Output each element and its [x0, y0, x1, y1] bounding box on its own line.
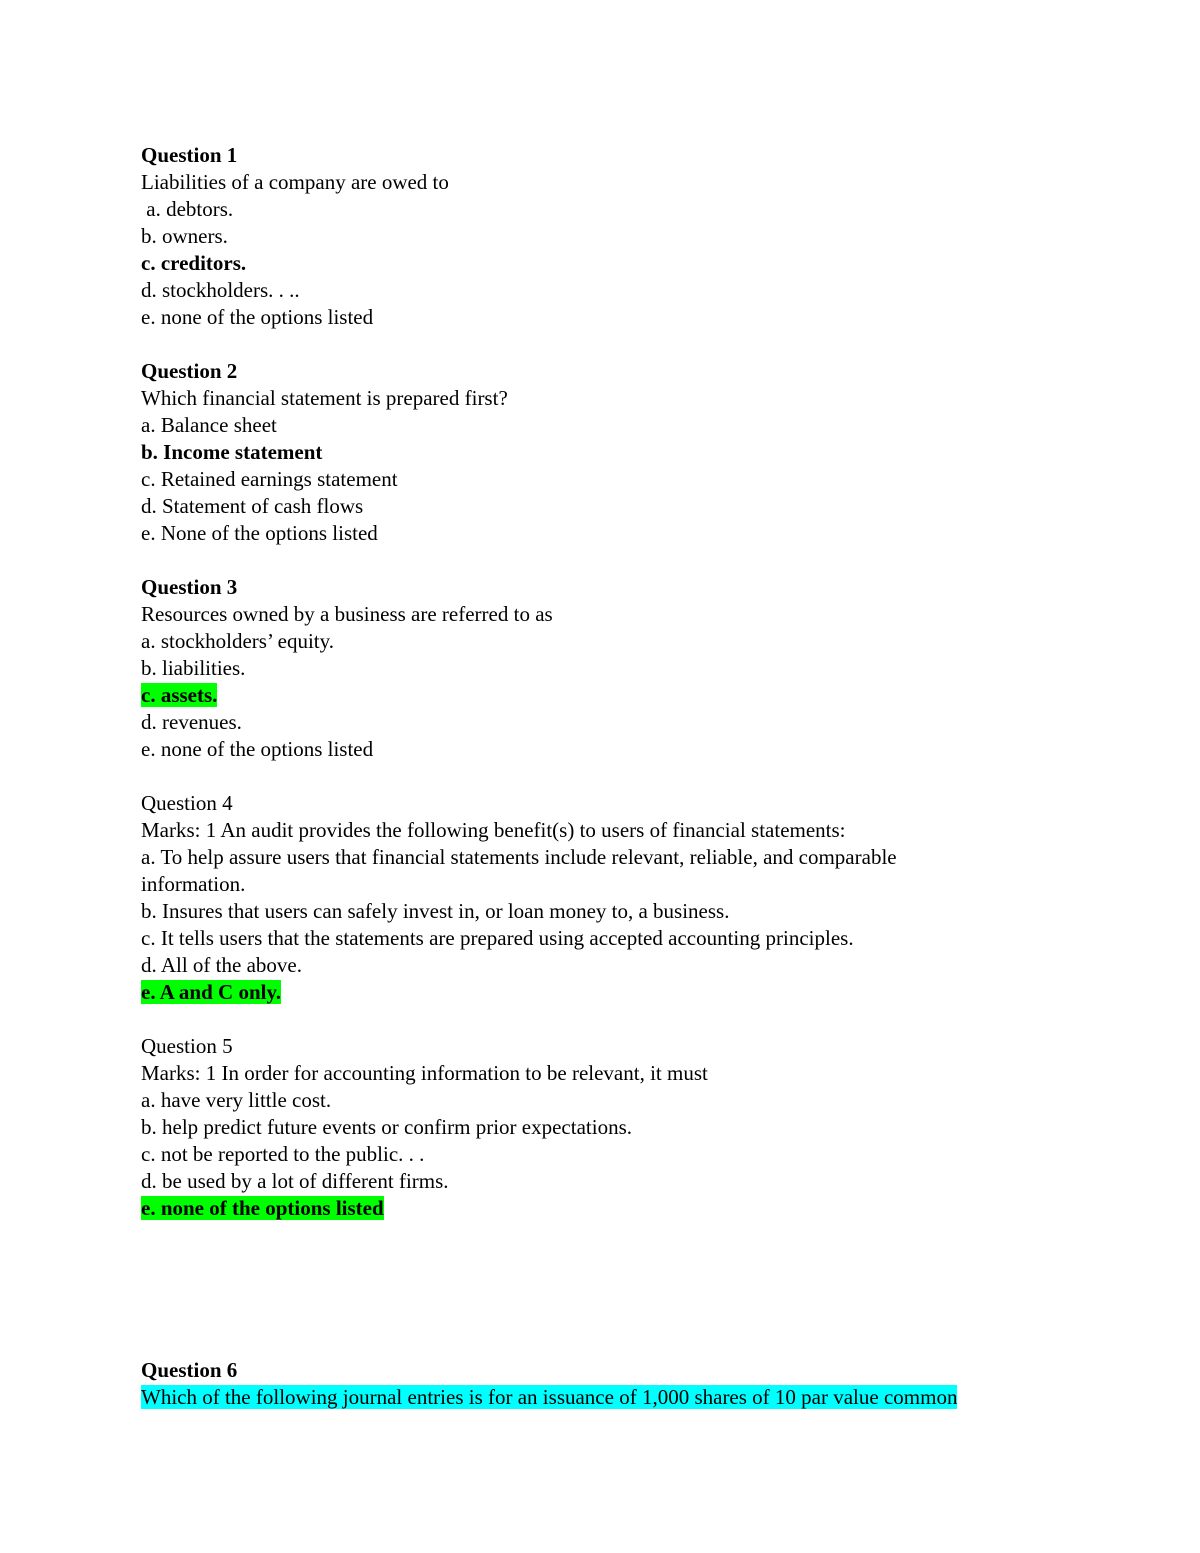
option-c-answer-highlighted: c. assets.: [141, 683, 218, 707]
option-a: a. To help assure users that financial statements include relevant, reliable, and comparable information.: [141, 845, 902, 896]
option-a: a. have very little cost.: [141, 1088, 332, 1112]
question-title: Question 4: [141, 791, 233, 815]
question-2: [141, 358, 1081, 547]
spacer: [141, 1222, 1081, 1357]
option-a: a. stockholders’ equity.: [141, 629, 335, 653]
spacer: [141, 547, 1081, 574]
question-title: Question 2: [141, 359, 238, 383]
option-e: e. none of the options listed: [141, 737, 374, 761]
option-b: b. owners.: [141, 224, 228, 248]
question-title: Question 5: [141, 1034, 233, 1058]
spacer: [141, 763, 1081, 790]
option-d: d. All of the above.: [141, 953, 302, 977]
option-a: a. debtors.: [141, 197, 234, 221]
option-b: b. liabilities.: [141, 656, 246, 680]
option-e-answer-highlighted: e. A and C only.: [141, 980, 282, 1004]
option-d: d. be used by a lot of different firms.: [141, 1169, 449, 1193]
question-prompt-highlighted: Which of the following journal entries is for an issuance of 1,000 shares of 10 par value common: [141, 1385, 958, 1409]
question-prompt: Liabilities of a company are owed to: [141, 170, 449, 194]
option-c: c. It tells users that the statements are prepared using accepted accounting principles.: [141, 926, 854, 950]
question-3: [141, 574, 1081, 763]
option-e: e. None of the options listed: [141, 521, 378, 545]
question-title: Question 3: [141, 575, 238, 599]
spacer: [141, 1006, 1081, 1033]
document-page: [141, 142, 1081, 1411]
question-5: [141, 1033, 1081, 1222]
option-d: d. Statement of cash flows: [141, 494, 364, 518]
option-b-answer: b. Income statement: [141, 440, 323, 464]
option-c: c. not be reported to the public. . .: [141, 1142, 425, 1166]
question-6: [141, 1357, 1081, 1411]
option-b: b. Insures that users can safely invest in, or loan money to, a business.: [141, 899, 730, 923]
question-prompt: Resources owned by a business are referred to as: [141, 602, 553, 626]
option-e-answer-highlighted: e. none of the options listed: [141, 1196, 384, 1220]
option-b: b. help predict future events or confirm prior expectations.: [141, 1115, 632, 1139]
spacer: [141, 331, 1081, 358]
question-title: Question 1: [141, 143, 238, 167]
option-c-answer: c. creditors.: [141, 251, 247, 275]
question-title: Question 6: [141, 1358, 238, 1382]
question-prompt: Marks: 1 In order for accounting information to be relevant, it must: [141, 1061, 708, 1085]
option-d: d. revenues.: [141, 710, 242, 734]
option-a: a. Balance sheet: [141, 413, 277, 437]
option-d: d. stockholders. . ..: [141, 278, 300, 302]
option-c: c. Retained earnings statement: [141, 467, 398, 491]
option-e: e. none of the options listed: [141, 305, 374, 329]
question-1: [141, 142, 1081, 331]
question-prompt: Which financial statement is prepared first?: [141, 386, 508, 410]
question-4: [141, 790, 1081, 1006]
question-prompt: Marks: 1 An audit provides the following benefit(s) to users of financial statements:: [141, 818, 846, 842]
